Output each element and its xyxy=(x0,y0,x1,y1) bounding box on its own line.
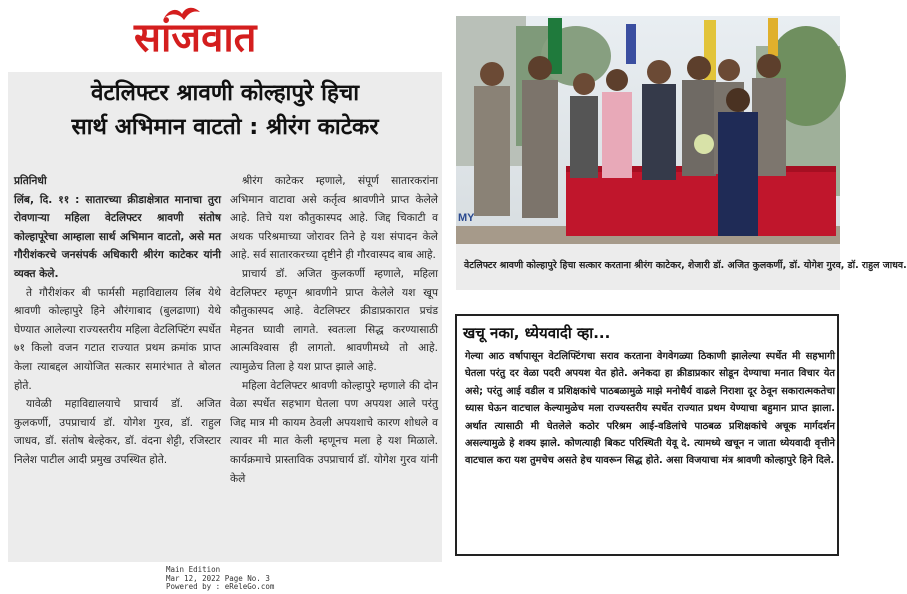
newspaper-masthead xyxy=(120,4,340,66)
edition-footer xyxy=(166,566,274,592)
main-article xyxy=(8,72,442,562)
photo-caption-text: वेटलिफ्टर श्रावणी कोल्हापुरे हिचा सत्कार करताना श्रीरंग काटेकर, शेजारी डॉ. अजित कुलकर्णी, डॉ. योगेश गुरव, डॉ. राहुल जाधव. xyxy=(464,260,907,271)
box-body: गेल्या आठ वर्षापासून वेटलिफ्टिंगचा सराव करताना वेगवेगळ्या ठिकाणी झालेल्या स्पर्धेत मी सहभागी घेतला परंतु दर वेळा पदरी अपयश येत होते. अनेकदा हा क्रीडाप्रकार सोडून देण्याचा मनात विचार येत असे; परंतु आई वडील व प्रशिक्षकांचे पाठबळामुळे माझे मनोधैर्य वाढले निराशा दूर ठेवून सकारात्मकतेचा ध्यास घेऊन वाटचाल केल्यामुळेच मला राज्यस्तरीय स्पर्धेत राज्यात प्रथम येण्याचा बहुमान प्राप्त झाला. अर्थात त्यासाठी मी घेतलेले कठोर परिश्रम आई-वडिलांचे पाठबळ प्रशिक्षकांचे अचूक मार्गदर्शन असल्यामुळे हे शक्य झाले. कोणत्याही बिकट परिस्थिती येवू दे. त्यामध्ये खचून न जाता ध्येयवादी वृत्तीने वाटचाल करा यश तुमचेच असते हेच यावरून सिद्ध होते. असा विजयाचा मंत्र श्रावणी कोल्हापुरे हिने दिले. xyxy=(465,351,835,467)
box-title: खचू नका, ध्येयवादी व्हा... xyxy=(463,324,611,342)
article-paragraph: प्राचार्य डॉ. अजित कुलकर्णी म्हणाले, महिला वेटलिफ्टर म्हणून श्रावणीने प्राप्त केलेले यश खूप कौतुकास्पद आहे. वेटलिफ्टर क्रीडाप्रकारात प्रचंड मेहनत घ्यावी लागते. स्वतःला सिद्ध करण्यासाठी आत्मविश्वास ही लागतो. श्रावणीमध्ये तो आहे. त्यामुळेच तिला हे यश प्राप्त झाले आहे. xyxy=(230,267,438,373)
article-paragraph: श्रीरंग काटेकर म्हणाले, संपूर्ण सातारकरांना अभिमान वाटावा असे कर्तृत्व श्रावणीने प्राप्त केलेले आहे. तिचे यश कौतुकास्पद आहे. जिद्द चिकाटी व अथक परिश्रमाच्या जोरावर तिने हे यश संपादन केले आहे. सर्व सातारकरच्या दृष्टीने ही गौरवास्पद बाब आहे. xyxy=(230,175,438,262)
edition-name: Main Edition xyxy=(166,565,221,574)
edition-powered-by: Powered by : eReleGo.com xyxy=(166,582,275,592)
article-paragraph: महिला वेटलिफ्टर श्रावणी कोल्हापुरे म्हणाले की दोन वेळा स्पर्धेत सहभाग घेतला पण अपयश आले परंतु जिद्द मात्र मी कायम ठेवली अपयशाचे कारण शोधले व त्यावर मी मात केली म्हणूनच मला हे यश मिळाले. कार्यक्रमाचे प्रास्ताविक उपप्राचार्य डॉ. योगेश गुरव यांनी केले xyxy=(230,379,438,485)
article-column-1 xyxy=(14,172,221,470)
photo-caption xyxy=(456,244,907,290)
sidebar-article-box xyxy=(455,314,839,556)
photo-banner-text: MY xyxy=(458,212,475,224)
edition-date-page: Mar 12, 2022 Page No. 3 xyxy=(166,573,270,583)
article-paragraph: यावेळी महाविद्यालयाचे प्राचार्य डॉ. अजित कुलकर्णी, उपप्राचार्य डॉ. योगेश गुरव, डॉ. राहुल जाधव, डॉ. संतोष बेल्हेकर, डॉ. वंदना शेट्टी, रजिस्टार निलेश पाटील आदी प्रमुख उपस्थित होते. xyxy=(14,398,221,466)
article-paragraph: ते गौरीशंकर बी फार्मसी महाविद्यालय लिंब येथे श्रावणी कोल्हापुरे हिने औरंगाबाद (बुलढाणा) येथे घेण्यात आलेल्या राज्यस्तरीय महिला वेटलिफ्टिंग स्पर्धेत ७१ किलो वजन गटात राज्यात प्रथम क्रमांक प्राप्त केला त्याबद्दल आयोजित सत्कार समारंभात ते बोलत होते. xyxy=(14,286,221,392)
headline-line-2: सार्थ अभिमान वाटतो : श्रीरंग काटेकर xyxy=(71,114,379,140)
article-column-2 xyxy=(230,172,438,488)
bouquet-icon xyxy=(694,134,714,154)
event-photo xyxy=(456,16,840,244)
article-byline: प्रतिनिधी xyxy=(14,175,47,187)
article-headline xyxy=(8,76,442,144)
article-lead-paragraph: लिंब, दि. ११ : सातारच्या क्रीडाक्षेत्रात मानाचा तुरा रोवणाऱ्या महिला वेटलिफ्टर श्रावणी संतोष कोल्हापूरेचा आम्हाला सार्थ अभिमान वाटतो, असे मत गौरीशंकरचे जनसंपर्क अधिकारी श्रीरंग काटेकर यांनी व्यक्त केले. xyxy=(14,193,221,280)
headline-line-1: वेटलिफ्टर श्रावणी कोल्हापुरे हिचा xyxy=(90,80,360,106)
felicitation-photo-illustration xyxy=(456,16,840,244)
masthead-title: सांजवात xyxy=(134,15,257,61)
